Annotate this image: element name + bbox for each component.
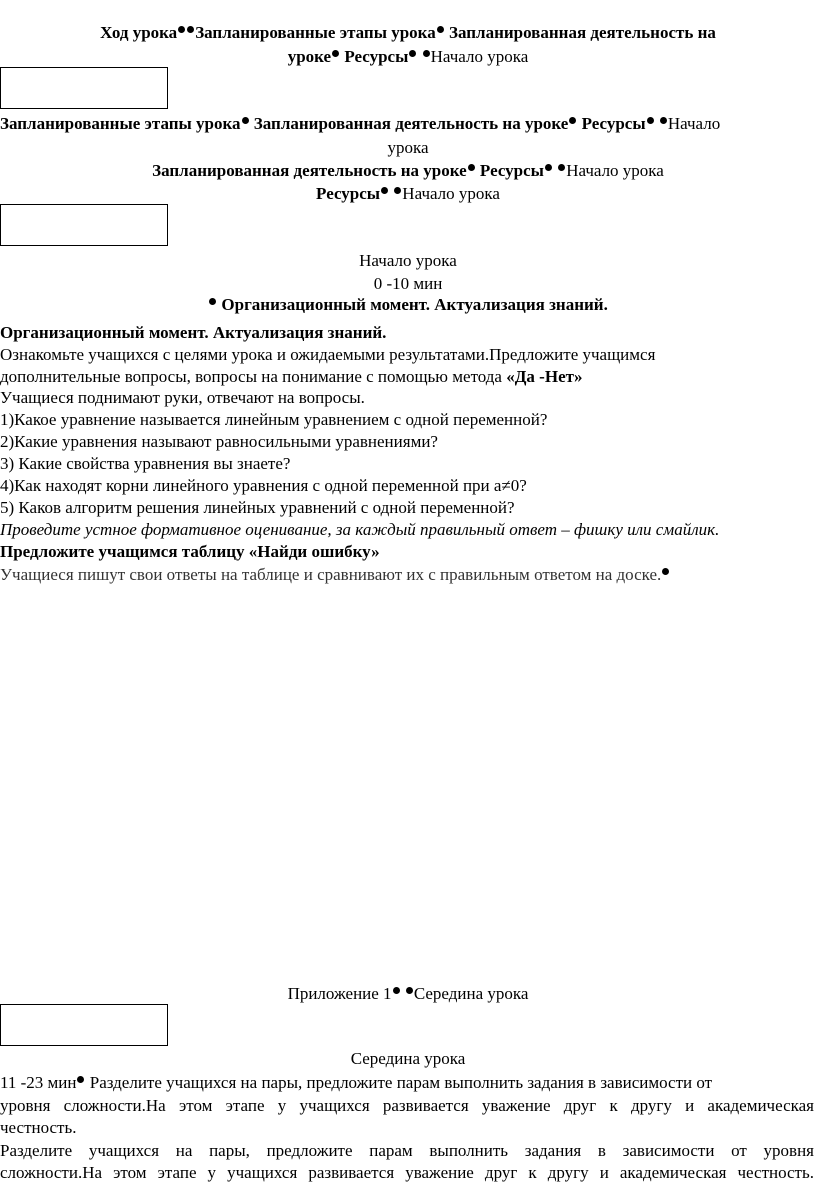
bullet-icon [209,298,216,305]
appendix-text: Приложение 1 [287,984,392,1003]
start-title: Начало урока [359,251,457,270]
question-5: 5) Каков алгоритм решения линейных уравнений с одной переменной? [0,498,515,517]
body-subheading: Организационный момент. Актуализация знаний. [0,323,387,342]
question-1: 1)Какое уравнение называется линейным уравнением с одной переменной? [0,410,548,429]
body-text: Учащиеся [0,565,78,584]
middle-line-5: сложности.На этом этапе у учащихся развивается уважение друг к другу и академическая честность. [0,1163,814,1182]
row-text: Запланированная деятельность на уроке [253,114,569,133]
middle-title: Середина урока [350,1049,466,1068]
row-text: Ресурсы [479,161,544,180]
body-p1: Ознакомьте учащихся с целями урока и ожидаемыми результатами.Предложите учащимся [0,345,656,364]
header-text: уроке [287,47,332,66]
body-text: пишут свои ответы на таблице и сравнивают их с правильным ответом на доске. [77,565,662,584]
empty-box [0,67,168,109]
bullet-icon [178,26,185,33]
start-time: 0 -10 мин [373,274,443,293]
header-text: Начало урока [430,47,529,66]
time-text: 11 -23 мин [0,1073,77,1092]
bullet-icon [569,117,576,124]
bullet-icon [332,50,339,57]
middle-line-1 [0,1072,712,1094]
body-p2 [0,366,582,388]
empty-box [0,1004,168,1046]
students-line [0,564,670,586]
middle-line-2: уровня сложности.На этом этапе у учащихся развивается уважение друг к другу и академическая [0,1096,814,1115]
bullet-icon [545,164,552,171]
header-text: Запланированная деятельность на [448,23,716,42]
bullet-icon [647,117,654,124]
question-2: 2)Какие уравнения называют равносильными уравнениями? [0,432,438,451]
task-heading: Предложите учащимся таблицу «Найди ошибку» [0,542,380,561]
bullet-icon [406,987,413,994]
question-3: 3) Какие свойства уравнения вы знаете? [0,454,291,473]
bullet-icon [187,26,194,33]
row-text: Ресурсы [581,114,646,133]
bullet-icon [77,1076,84,1083]
appendix-text: Середина урока [413,984,529,1003]
header-text: Ресурсы [344,47,409,66]
bullet-icon [381,187,388,194]
empty-box [0,204,168,246]
bullet-icon [394,187,401,194]
appendix-line [0,983,816,1005]
row-text: Запланированная деятельность на уроке [152,161,467,180]
bullet-icon [423,50,430,57]
body-text: дополнительные вопросы, вопросы на понимание с помощью метода [0,367,507,386]
row-text: Запланированные этапы урока [0,114,241,133]
middle-line-4: Разделите учащихся на пары, предложите парам выполнить задания в зависимости от уровня [0,1141,814,1160]
question-4: 4)Как находят корни линейного уравнения с одной переменной при а≠0? [0,476,527,495]
row-4 [0,183,816,205]
bullet-icon [468,164,475,171]
row-text: Начало [667,114,721,133]
bullet-icon [393,987,400,994]
row-2-cont: урока [387,138,429,157]
bullet-icon [662,568,669,575]
bullet-icon [409,50,416,57]
method-name: «Да -Нет» [506,367,583,386]
row-3 [0,160,816,182]
bullet-icon [437,26,444,33]
header-line-2 [0,46,816,68]
row-text: Начало урока [566,161,664,180]
header-text: Запланированные этапы урока [195,23,436,42]
bullet-icon [242,117,249,124]
bullet-icon [660,117,667,124]
heading-text: Организационный момент. Актуализация знаний. [221,295,608,314]
row-2 [0,113,720,135]
row-text: Начало урока [402,184,500,203]
body-p3: Учащиеся поднимают руки, отвечают на вопросы. [0,388,365,407]
start-heading [0,294,816,316]
header-line-1 [0,22,816,44]
row-text: Ресурсы [316,184,381,203]
bullet-icon [558,164,565,171]
middle-line-3: честность. [0,1118,77,1137]
body-text: Разделите учащихся на пары, предложите парам выполнить задания в зависимости от [85,1073,713,1092]
header-text: Ход урока [100,23,178,42]
assessment-note: Проведите устное формативное оценивание, за каждый правильный ответ – фишку или смайлик. [0,520,720,539]
